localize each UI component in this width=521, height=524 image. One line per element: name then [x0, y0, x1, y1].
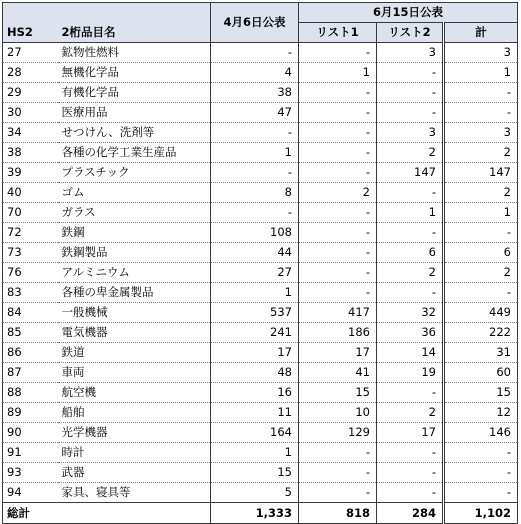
cell-hs-code: 39 [3, 163, 58, 183]
cell-list2: - [377, 383, 444, 403]
cell-list1: - [299, 163, 377, 183]
cell-apr6: - [211, 43, 299, 63]
cell-item-name: ゴム [58, 183, 211, 203]
cell-hs-code: 29 [3, 83, 58, 103]
cell-list1: 1 [299, 63, 377, 83]
cell-total: - [444, 103, 518, 123]
cell-total: - [444, 483, 518, 503]
table-row [3, 403, 518, 423]
cell-list2: 14 [377, 343, 444, 363]
cell-total: 1 [444, 203, 518, 223]
cell-item-name: 一般機械 [58, 303, 211, 323]
table-row [3, 83, 518, 103]
cell-hs-code: 84 [3, 303, 58, 323]
cell-apr6: - [211, 163, 299, 183]
cell-apr6: 5 [211, 483, 299, 503]
cell-apr6: 4 [211, 63, 299, 83]
cell-total: - [444, 83, 518, 103]
cell-list2: 1 [377, 203, 444, 223]
cell-hs-code: 28 [3, 63, 58, 83]
cell-list2: 17 [377, 423, 444, 443]
cell-list1: 417 [299, 303, 377, 323]
cell-list2: 2 [377, 403, 444, 423]
cell-list1: - [299, 223, 377, 243]
cell-hs-code: 70 [3, 203, 58, 223]
table-row [3, 63, 518, 83]
cell-apr6: 1 [211, 143, 299, 163]
cell-list2: - [377, 223, 444, 243]
cell-apr6: 164 [211, 423, 299, 443]
cell-total: 6 [444, 243, 518, 263]
table-row [3, 243, 518, 263]
cell-list1: - [299, 443, 377, 463]
cell-list2: 19 [377, 363, 444, 383]
cell-list1: 186 [299, 323, 377, 343]
table-row [3, 383, 518, 403]
cell-item-name: ガラス [58, 203, 211, 223]
cell-item-name: 車両 [58, 363, 211, 383]
total-list1: 818 [299, 503, 377, 524]
cell-item-name: 鉄鋼 [58, 223, 211, 243]
table-row [3, 123, 518, 143]
cell-list2: - [377, 483, 444, 503]
cell-list1: - [299, 103, 377, 123]
cell-total: 60 [444, 363, 518, 383]
cell-list2: - [377, 443, 444, 463]
total-row [3, 503, 518, 524]
cell-hs-code: 87 [3, 363, 58, 383]
cell-item-name: 光学機器 [58, 423, 211, 443]
table-row [3, 423, 518, 443]
cell-item-name: 鉄鋼製品 [58, 243, 211, 263]
cell-total: - [444, 463, 518, 483]
cell-hs-code: 88 [3, 383, 58, 403]
cell-list1: 10 [299, 403, 377, 423]
cell-hs-code: 90 [3, 423, 58, 443]
cell-hs-code: 94 [3, 483, 58, 503]
total-total: 1,102 [444, 503, 518, 524]
cell-list1: - [299, 83, 377, 103]
cell-hs-code: 76 [3, 263, 58, 283]
cell-apr6: 1 [211, 283, 299, 303]
cell-list1: - [299, 123, 377, 143]
total-label: 総計 [3, 503, 58, 524]
cell-list1: - [299, 283, 377, 303]
cell-total: 449 [444, 303, 518, 323]
table-row [3, 183, 518, 203]
header-jun15: 6月15日公表 [299, 3, 518, 23]
cell-item-name: 家具、寝具等 [58, 483, 211, 503]
cell-apr6: 11 [211, 403, 299, 423]
table-row [3, 443, 518, 463]
cell-hs-code: 27 [3, 43, 58, 63]
total-apr6: 1,333 [211, 503, 299, 524]
cell-hs-code: 34 [3, 123, 58, 143]
table-row [3, 103, 518, 123]
table-row [3, 343, 518, 363]
cell-hs-code: 38 [3, 143, 58, 163]
total-list2: 284 [377, 503, 444, 524]
cell-item-name: 武器 [58, 463, 211, 483]
cell-item-name: アルミニウム [58, 263, 211, 283]
header-list2: リスト2 [377, 23, 444, 43]
cell-list1: - [299, 43, 377, 63]
table-row [3, 463, 518, 483]
cell-list2: - [377, 83, 444, 103]
cell-item-name: 医療用品 [58, 103, 211, 123]
cell-total: 15 [444, 383, 518, 403]
cell-total: - [444, 223, 518, 243]
table-row [3, 223, 518, 243]
cell-item-name: 船舶 [58, 403, 211, 423]
table-body [3, 43, 518, 503]
cell-item-name: 電気機器 [58, 323, 211, 343]
cell-total: 2 [444, 263, 518, 283]
cell-apr6: 48 [211, 363, 299, 383]
cell-apr6: - [211, 203, 299, 223]
cell-total: 3 [444, 43, 518, 63]
cell-apr6: 38 [211, 83, 299, 103]
tariff-items-table [2, 2, 518, 524]
cell-list1: 41 [299, 363, 377, 383]
cell-total: 2 [444, 183, 518, 203]
cell-list2: 2 [377, 143, 444, 163]
cell-total: - [444, 283, 518, 303]
header-item-name: 2桁品目名 [58, 3, 211, 43]
cell-apr6: 44 [211, 243, 299, 263]
cell-total: 146 [444, 423, 518, 443]
cell-apr6: 16 [211, 383, 299, 403]
table-row [3, 163, 518, 183]
cell-item-name: 航空機 [58, 383, 211, 403]
cell-hs-code: 93 [3, 463, 58, 483]
cell-list1: 15 [299, 383, 377, 403]
table-header [3, 3, 518, 43]
cell-hs-code: 73 [3, 243, 58, 263]
cell-list1: - [299, 463, 377, 483]
cell-apr6: - [211, 123, 299, 143]
table-row [3, 323, 518, 343]
cell-total: 12 [444, 403, 518, 423]
cell-item-name: プラスチック [58, 163, 211, 183]
cell-list2: - [377, 183, 444, 203]
cell-list2: - [377, 63, 444, 83]
cell-hs-code: 83 [3, 283, 58, 303]
cell-list1: 129 [299, 423, 377, 443]
cell-item-name: 鉱物性燃料 [58, 43, 211, 63]
cell-total: 31 [444, 343, 518, 363]
table-footer [3, 503, 518, 524]
cell-list2: - [377, 283, 444, 303]
total-label-spacer [58, 503, 211, 524]
header-apr6: 4月6日公表 [211, 3, 299, 43]
header-hs2: HS2 [3, 3, 58, 43]
cell-item-name: 各種の卑金属製品 [58, 283, 211, 303]
cell-hs-code: 86 [3, 343, 58, 363]
cell-list2: 3 [377, 43, 444, 63]
cell-hs-code: 30 [3, 103, 58, 123]
cell-list1: 17 [299, 343, 377, 363]
header-list1: リスト1 [299, 23, 377, 43]
cell-hs-code: 72 [3, 223, 58, 243]
cell-list2: 3 [377, 123, 444, 143]
cell-list1: - [299, 483, 377, 503]
cell-total: 1 [444, 63, 518, 83]
cell-total: 3 [444, 123, 518, 143]
cell-list2: 6 [377, 243, 444, 263]
header-total: 計 [444, 23, 518, 43]
cell-apr6: 17 [211, 343, 299, 363]
cell-list1: 2 [299, 183, 377, 203]
cell-item-name: 時計 [58, 443, 211, 463]
cell-apr6: 27 [211, 263, 299, 283]
tariff-table-container [2, 2, 518, 524]
cell-list2: - [377, 103, 444, 123]
table-row [3, 43, 518, 63]
cell-total: - [444, 443, 518, 463]
cell-apr6: 8 [211, 183, 299, 203]
cell-item-name: 無機化学品 [58, 63, 211, 83]
cell-hs-code: 91 [3, 443, 58, 463]
cell-apr6: 15 [211, 463, 299, 483]
cell-apr6: 537 [211, 303, 299, 323]
table-row [3, 263, 518, 283]
cell-apr6: 47 [211, 103, 299, 123]
table-row [3, 283, 518, 303]
cell-list1: - [299, 203, 377, 223]
cell-list2: - [377, 463, 444, 483]
cell-list1: - [299, 243, 377, 263]
table-row [3, 143, 518, 163]
cell-apr6: 1 [211, 443, 299, 463]
cell-list1: - [299, 263, 377, 283]
cell-hs-code: 89 [3, 403, 58, 423]
cell-total: 2 [444, 143, 518, 163]
cell-total: 222 [444, 323, 518, 343]
cell-list2: 147 [377, 163, 444, 183]
cell-list2: 36 [377, 323, 444, 343]
cell-apr6: 108 [211, 223, 299, 243]
table-row [3, 303, 518, 323]
table-row [3, 483, 518, 503]
table-row [3, 203, 518, 223]
cell-apr6: 241 [211, 323, 299, 343]
cell-item-name: 鉄道 [58, 343, 211, 363]
cell-total: 147 [444, 163, 518, 183]
cell-hs-code: 85 [3, 323, 58, 343]
cell-list2: 2 [377, 263, 444, 283]
cell-item-name: 各種の化学工業生産品 [58, 143, 211, 163]
cell-list1: - [299, 143, 377, 163]
cell-hs-code: 40 [3, 183, 58, 203]
cell-item-name: せつけん、洗剤等 [58, 123, 211, 143]
cell-item-name: 有機化学品 [58, 83, 211, 103]
table-row [3, 363, 518, 383]
cell-list2: 32 [377, 303, 444, 323]
